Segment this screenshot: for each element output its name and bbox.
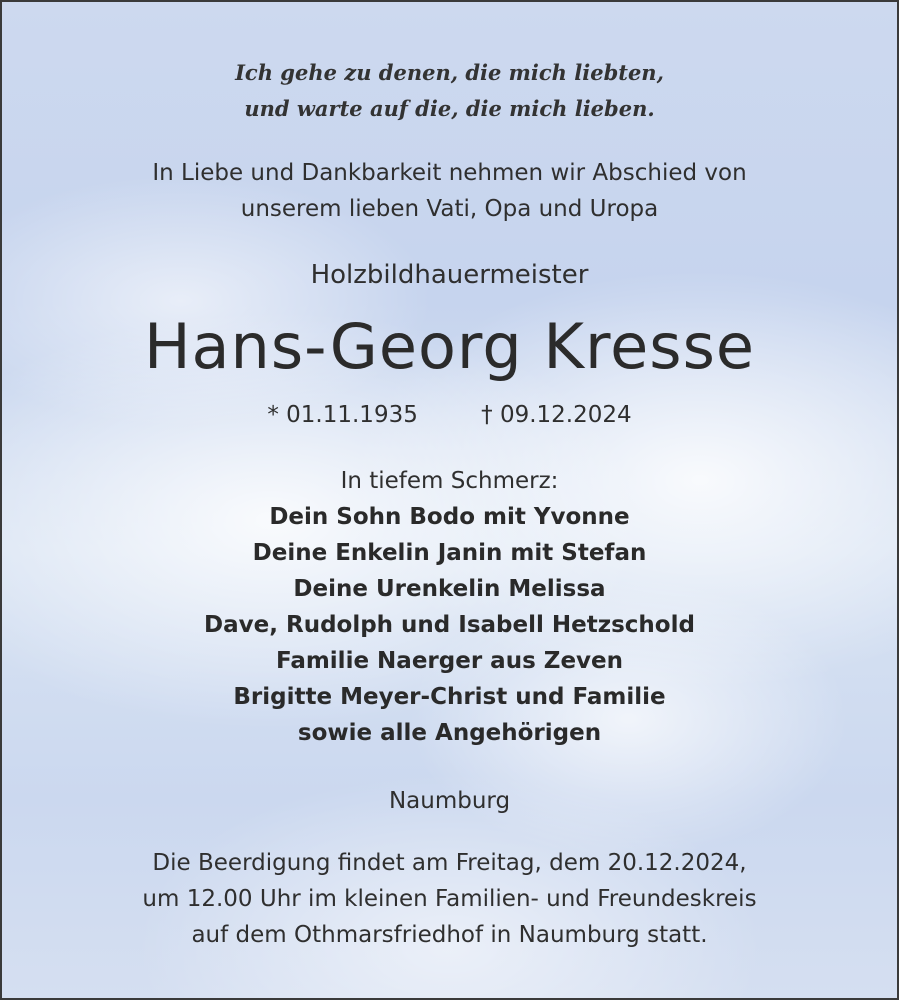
- intro-line-2: unserem lieben Vati, Opa und Uropa: [240, 196, 659, 222]
- mourner-line: Dein Sohn Bodo mit Yvonne: [269, 504, 630, 530]
- mourner-line: sowie alle Angehörigen: [297, 720, 602, 746]
- funeral-line-2: um 12.00 Uhr im kleinen Familien- und Freundeskreis: [142, 886, 757, 912]
- deceased-title: Holzbildhauermeister: [310, 260, 589, 290]
- quote-line-1: Ich gehe zu denen, die mich liebten,: [235, 60, 664, 85]
- mourners-heading: In tiefem Schmerz:: [340, 468, 559, 494]
- mourner-line: Deine Urenkelin Melissa: [293, 576, 606, 602]
- deceased-name: Hans-Georg Kresse: [143, 310, 756, 383]
- place-name: Naumburg: [388, 788, 511, 814]
- intro-line-1: In Liebe und Dankbarkeit nehmen wir Abschied von: [152, 160, 747, 186]
- funeral-line-3: auf dem Othmarsfriedhof in Naumburg statt.: [191, 922, 708, 948]
- mourner-line: Deine Enkelin Janin mit Stefan: [252, 540, 647, 566]
- life-dates: [2, 402, 897, 428]
- birth-date: * 01.11.1935: [267, 402, 418, 428]
- death-date: † 09.12.2024: [481, 402, 632, 428]
- mourner-line: Familie Naerger aus Zeven: [275, 648, 624, 674]
- mourner-line: Brigitte Meyer-Christ und Familie: [233, 684, 666, 710]
- funeral-line-1: Die Beerdigung findet am Freitag, dem 20.12.2024,: [152, 850, 747, 876]
- mourner-line: Dave, Rudolph und Isabell Hetzschold: [204, 612, 695, 638]
- quote-line-2: und warte auf die, die mich lieben.: [244, 96, 655, 121]
